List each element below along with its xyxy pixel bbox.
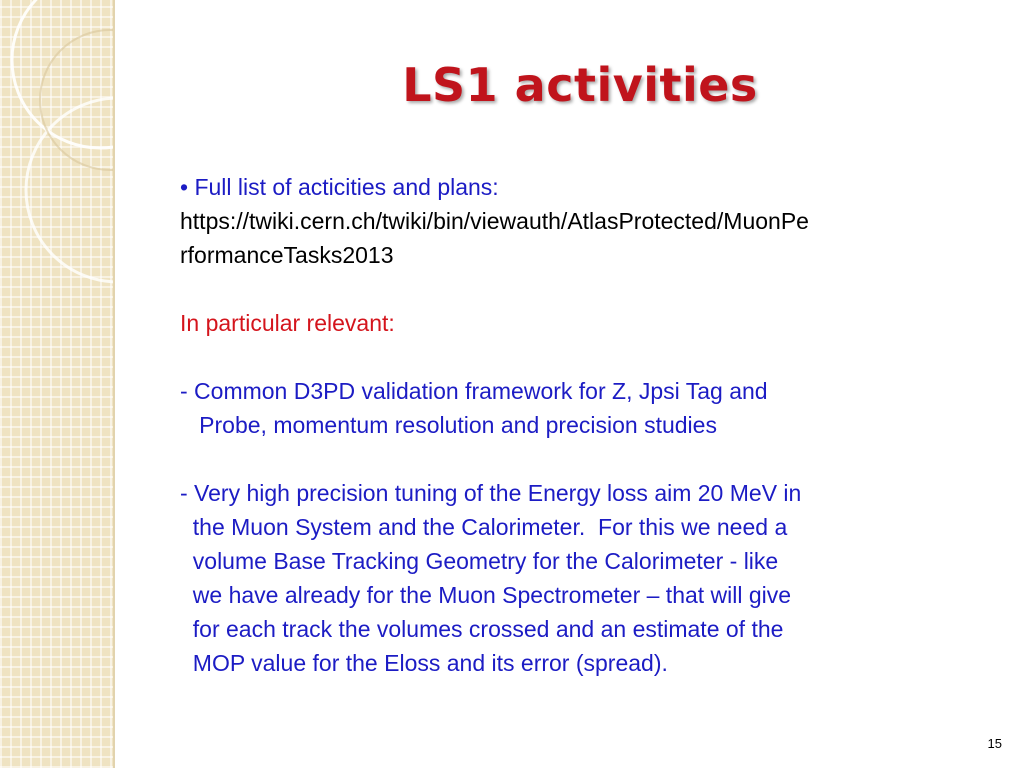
page-number: 15 — [987, 736, 1002, 751]
twiki-link-line-2[interactable]: rformanceTasks2013 — [180, 242, 394, 268]
item1-line-1: - Common D3PD validation framework for Z, Jpsi Tag and — [180, 378, 768, 404]
spacer — [180, 272, 980, 306]
item2-line-3: volume Base Tracking Geometry for the Calorimeter - like — [180, 548, 779, 574]
spacer — [180, 340, 980, 374]
slide-title: LS1 activities — [402, 58, 758, 112]
relevant-heading: In particular relevant: — [180, 310, 395, 336]
item2-line-1: - Very high precision tuning of the Energy loss aim 20 MeV in — [180, 480, 802, 506]
item1-line-2: Probe, momentum resolution and precision studies — [180, 412, 717, 438]
side-band-edge — [113, 0, 115, 768]
decorative-side-band — [0, 0, 113, 768]
decorative-circles — [0, 0, 113, 768]
item2-line-6: MOP value for the Eloss and its error (spread). — [180, 650, 668, 676]
spacer — [180, 442, 980, 476]
item2-line-2: the Muon System and the Calorimeter. For this we need a — [180, 514, 788, 540]
twiki-link-line-1[interactable]: https://twiki.cern.ch/twiki/bin/viewauth/AtlasProtected/MuonPe — [180, 208, 809, 234]
bullet-intro: • Full list of acticities and plans: — [180, 174, 499, 200]
slide-content — [180, 170, 980, 680]
item2-line-4: we have already for the Muon Spectrometer – that will give — [180, 582, 792, 608]
item2-line-5: for each track the volumes crossed and an estimate of the — [180, 616, 784, 642]
